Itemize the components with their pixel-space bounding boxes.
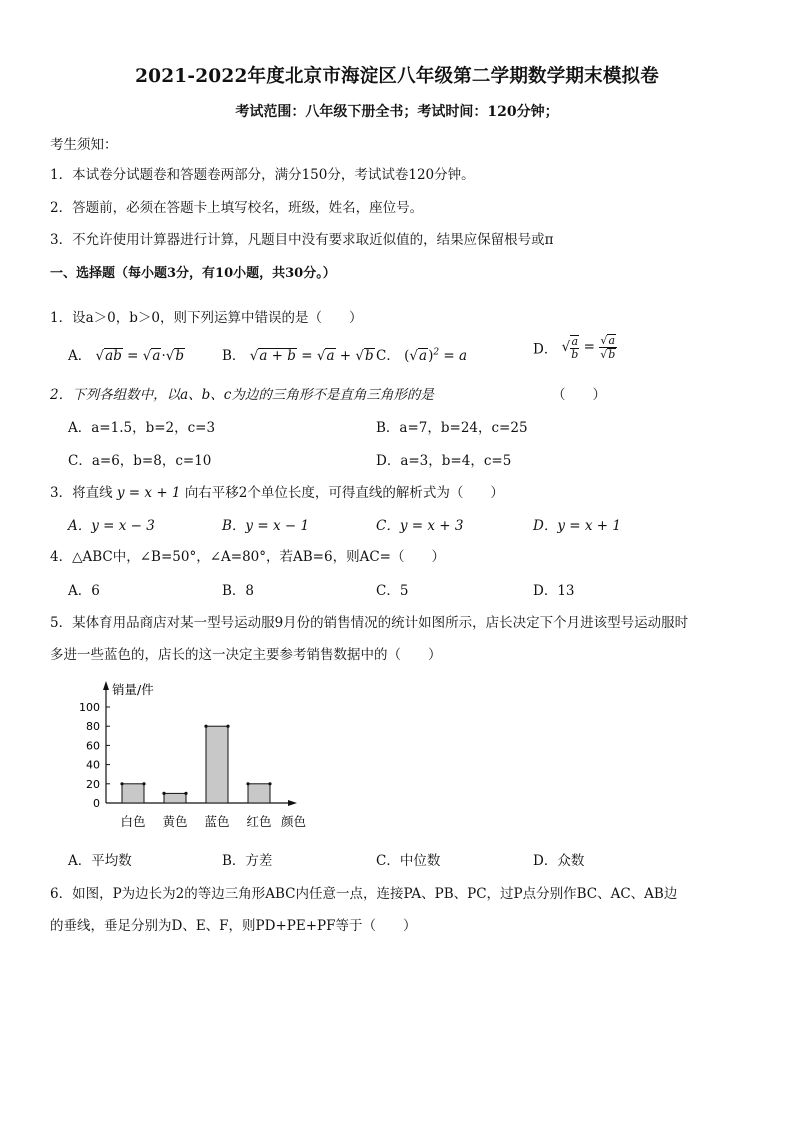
y-axis-label: 销量/件 [112,682,154,697]
x-axis-arrow [288,800,297,806]
y-tick-label: 0 [93,797,100,810]
x-category-label: 红色 [246,814,272,829]
x-category-label: 白色 [120,814,146,829]
question-2-answer-paren: （ ） [552,387,606,403]
question-1-stem: 1．设a＞0，b＞0，则下列运算中错误的是（ ） [50,310,363,326]
bar-corner-dot [162,792,165,795]
question-5-option-d: D．众数 [533,853,585,869]
question-3-option-b: B．y = x − 1 [222,518,310,534]
section-heading: 一、选择题（每小题3分，有10小题，共30分。） [50,266,336,281]
question-6-stem-line2: 的垂线，垂足分别为D、E、F，则PD+PE+PF等于（ ） [50,918,417,934]
y-axis-arrow [103,681,109,690]
bar-corner-dot [204,725,207,728]
option-label: B． [222,348,246,364]
question-1-option-c [376,344,467,364]
option-label: D． [533,341,558,358]
question-5-option-b: B．方差 [222,853,273,869]
notice-item: 1．本试卷分试题卷和答题卷两部分，满分150分，考试试卷120分钟。 [50,167,475,183]
notice-heading: 考生须知： [50,137,118,153]
question-2-option-b: B．a=7，b=24，c=25 [376,420,528,436]
sales-bar-chart [70,676,320,836]
question-1-option-d [533,334,617,361]
y-tick-label: 60 [86,739,100,753]
bar-corner-dot [184,792,187,795]
y-tick-label: 20 [86,777,100,791]
stem-equation: y = x + 1 [116,485,181,501]
bar-corner-dot [226,725,229,728]
question-3-option-d: D．y = x + 1 [533,518,621,534]
y-tick-label: 40 [86,758,100,772]
formula-d: √ $\frac{a}{b}$ = $\frac{√a}{√b}$ [561,334,616,362]
bar-corner-dot [120,782,123,785]
question-4-option-c: C．5 [376,583,409,599]
question-2-stem: 2．下列各组数中，以a、b、c为边的三角形不是直角三角形的是 [50,387,434,403]
stem-text: 3．将直线 [50,485,113,501]
bar-corner-dot [268,782,271,785]
question-5-option-a: A．平均数 [68,853,132,869]
question-2-option-a: A．a=1.5，b=2，c=3 [68,420,216,436]
notice-item: 3．不允许使用计算器进行计算，凡题目中没有要求取近似值的，结果应保留根号或π [50,232,554,248]
bar-3 [248,784,270,803]
exam-subtitle: 考试范围：八年级下册全书；考试时间：120分钟； [235,104,559,120]
option-label: C． [376,348,400,364]
question-4-option-b: B．8 [222,583,255,599]
formula-c: $(√a)^2 = a$ [404,347,468,364]
question-5-stem-line2: 多进一些蓝色的，店长的这一决定主要参考销售数据中的（ ） [50,647,442,663]
bar-0 [122,784,144,803]
question-1-option-a [68,344,185,364]
y-tick-label: 80 [86,720,100,734]
bar-corner-dot [142,782,145,785]
option-label: A． [68,348,92,364]
question-2-option-c: C．a=6，b=8，c=10 [68,453,212,469]
y-tick-label: 100 [79,701,100,714]
stem-text: 向右平移2个单位长度，可得直线的解析式为（ ） [184,485,504,501]
formula-b: √a + b = √a + √b [249,348,374,364]
bar-corner-dot [246,782,249,785]
question-2-option-d: D．a=3，b=4，c=5 [376,453,512,469]
x-category-label: 黄色 [162,814,188,829]
question-3-option-a: A．y = x − 3 [68,518,155,534]
x-axis-label: 颜色 [281,814,307,829]
question-3-option-c: C．y = x + 3 [376,518,464,534]
question-3-stem [50,481,504,501]
bar-2 [206,726,228,803]
bar-1 [164,793,186,803]
question-5-option-c: C．中位数 [376,853,441,869]
question-4-option-d: D．13 [533,583,575,599]
question-5-stem-line1: 5．某体育用品商店对某一型号运动服9月份的销售情况的统计如图所示，店长决定下个月进该型号运动服时 [50,615,689,631]
formula-a: √ab = √a·√b [95,348,184,364]
question-4-option-a: A．6 [68,583,100,599]
notice-item: 2．答题前，必须在答题卡上填写校名，班级，姓名，座位号。 [50,200,424,216]
question-1-option-b [222,344,375,364]
question-6-stem-line1: 6．如图，P为边长为2的等边三角形ABC内任意一点，连接PA、PB、PC，过P点分别作BC、AC、AB边 [50,886,678,902]
exam-title: 2021-2022年度北京市海淀区八年级第二学期数学期末模拟卷 [135,66,659,87]
question-4-stem: 4．△ABC中，∠B=50°，∠A=80°，若AB=6，则AC=（ ） [50,549,445,565]
x-category-label: 蓝色 [204,814,230,829]
